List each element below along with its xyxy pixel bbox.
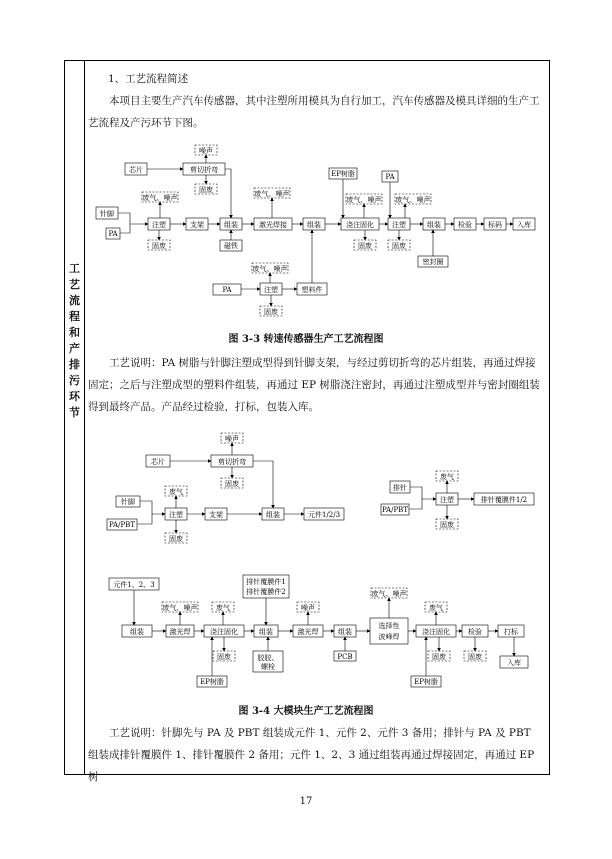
f1-bracket: 支架	[190, 221, 204, 229]
f1-assy1: 组装	[224, 221, 238, 229]
f1-chip: 芯片	[129, 166, 143, 174]
f1-gas3: 废气、噪声	[346, 196, 382, 204]
f2-bracket: 支架	[209, 511, 223, 519]
f2-assyB: 组装	[259, 628, 273, 636]
f1-inspect: 检验	[458, 221, 472, 229]
f2-ep2: EP树脂	[414, 678, 438, 686]
f1-scrap5: 固废	[264, 308, 278, 316]
f1-part: 塑料件	[301, 286, 323, 294]
f1-inject1: 注塑	[152, 221, 166, 229]
f2-comp123: 元件1、2、3	[113, 581, 155, 589]
f1-seal: 密封圈	[422, 258, 444, 266]
f2-store: 入库	[507, 659, 521, 667]
f2-comp: 元件1/2/3	[307, 511, 341, 519]
f1-assy2: 组装	[307, 221, 321, 229]
f1-magnet: 磁铁	[224, 242, 238, 250]
figure-3-3-caption: 图 3-3 转速传感器生产工艺流程图	[228, 334, 384, 345]
f1-scrap3: 固废	[358, 242, 372, 250]
f2-films12b: 排针覆膜件2	[246, 588, 286, 596]
f2-inject2: 注塑	[440, 496, 454, 504]
f1-scrap4: 固废	[392, 242, 406, 250]
f2-chip: 芯片	[151, 458, 165, 466]
f1-pa1: PA	[108, 230, 118, 238]
f1-ep: EP树脂	[331, 170, 355, 178]
f2-scrap2: 固废	[169, 535, 183, 543]
f1-pa3: PA	[222, 286, 232, 294]
section-title: 1、工艺流程简述	[108, 73, 189, 85]
f2-gas6: 废气	[429, 604, 443, 612]
f2-papbt2: PA/PBT	[381, 506, 409, 514]
f1-laser: 激光焊接	[259, 221, 287, 229]
f1-gas1: 废气、噪声	[142, 194, 178, 202]
f2-scrap1: 固废	[225, 480, 239, 488]
f2-rowpin: 排针	[393, 484, 407, 492]
f1-pot: 浇注固化	[346, 221, 374, 229]
f2-assyA: 组装	[130, 628, 144, 636]
f2-films12a: 排针覆膜件1	[246, 578, 286, 586]
f2-gas4: 废气	[216, 604, 230, 612]
f2-pin: 针脚	[121, 498, 135, 506]
f2-gas5: 废气、噪声	[371, 590, 407, 598]
f2-scrap4: 固废	[217, 653, 231, 661]
figure-3-4-caption: 图 3-4 大模块生产工艺流程图	[238, 706, 374, 717]
f2-inspect: 检验	[468, 628, 482, 636]
f2-film: 排针覆膜件1/2	[480, 496, 528, 504]
f1-assy3: 组装	[427, 221, 441, 229]
f1-cutbend: 剪切折弯	[190, 166, 218, 174]
f1-gas5: 废气、噪声	[252, 265, 288, 273]
f2-laserB: 激光焊	[297, 628, 319, 636]
paragraph-intro: 本项目主要生产汽车传感器，其中注塑所用模具为自行加工，汽车传感器及模具详细的生产工艺流程及产污环节下图。	[88, 95, 540, 129]
f2-papbt1: PA/PBT	[108, 521, 136, 529]
f2-wave2: 波峰焊	[378, 633, 400, 641]
f2-cutbend: 剪切折弯	[218, 458, 246, 466]
f2-gas2: 废气	[440, 473, 454, 481]
f1-pa2: PA	[385, 173, 395, 181]
f2-potA: 浇注固化	[210, 628, 238, 636]
f2-laserA: 激光焊	[169, 628, 191, 636]
f1-noise1: 噪声	[199, 147, 213, 155]
side-title: 工艺流程和产排污环节	[69, 262, 80, 419]
f1-gas4: 废气、噪声	[395, 196, 431, 204]
f2-inject1: 注塑	[169, 511, 183, 519]
paragraph-fig2-explain: 工艺说明：针脚先与 PA 及 PBT 组装成元件 1、元件 2、元件 3 备用；排针与 PA 及 PBT 组装成排针覆膜件 1、排针覆膜件 2 备用；元件 1、2、3 通过组装再通过焊接固定，再通过 EP 树	[88, 727, 535, 783]
f2-potB: 浇注固化	[422, 628, 450, 636]
f2-assyC: 组装	[338, 628, 352, 636]
page-number: 17	[299, 796, 313, 807]
f2-assy1: 组装	[266, 511, 280, 519]
paragraph-fig1-explain: 工艺说明：PA 树脂与针脚注塑成型得到针脚支架，与经过剪切折弯的芯片组装，再通过焊接固定；之后与注塑成型的塑料件组装，再通过 EP 树脂浇注密封，再通过注塑成型并与密封圈组装得到最终产品。产品经过检验，打标，包装入库。	[88, 357, 540, 413]
f2-glue1: 胶胶、	[257, 654, 279, 662]
f2-scrap6: 固废	[468, 653, 482, 661]
f1-gas2: 废气、噪声	[254, 190, 290, 198]
f2-noise2: 噪声	[301, 604, 315, 612]
f2-scrap5: 固废	[432, 653, 446, 661]
f1-inject2: 注塑	[392, 221, 406, 229]
f1-scrap1: 固废	[199, 186, 213, 194]
f2-scrap3: 固废	[440, 521, 454, 529]
f1-inject3: 注塑	[264, 286, 278, 294]
f2-mark: 打标	[504, 628, 518, 636]
f1-store: 入库	[517, 221, 531, 229]
f2-pcb: PCB	[337, 653, 353, 661]
f2-gas1: 废气	[169, 488, 183, 496]
f1-mark: 标码	[488, 221, 502, 229]
f2-glue2: 螺栓	[261, 663, 275, 671]
f1-pin: 针脚	[100, 210, 114, 218]
f2-gas3: 废气、噪声	[162, 604, 198, 612]
f2-wave1: 选择性	[378, 622, 400, 630]
f2-ep1: EP树脂	[200, 678, 224, 686]
f2-noise1: 噪声	[225, 435, 239, 443]
f1-scrap2: 固废	[152, 242, 166, 250]
